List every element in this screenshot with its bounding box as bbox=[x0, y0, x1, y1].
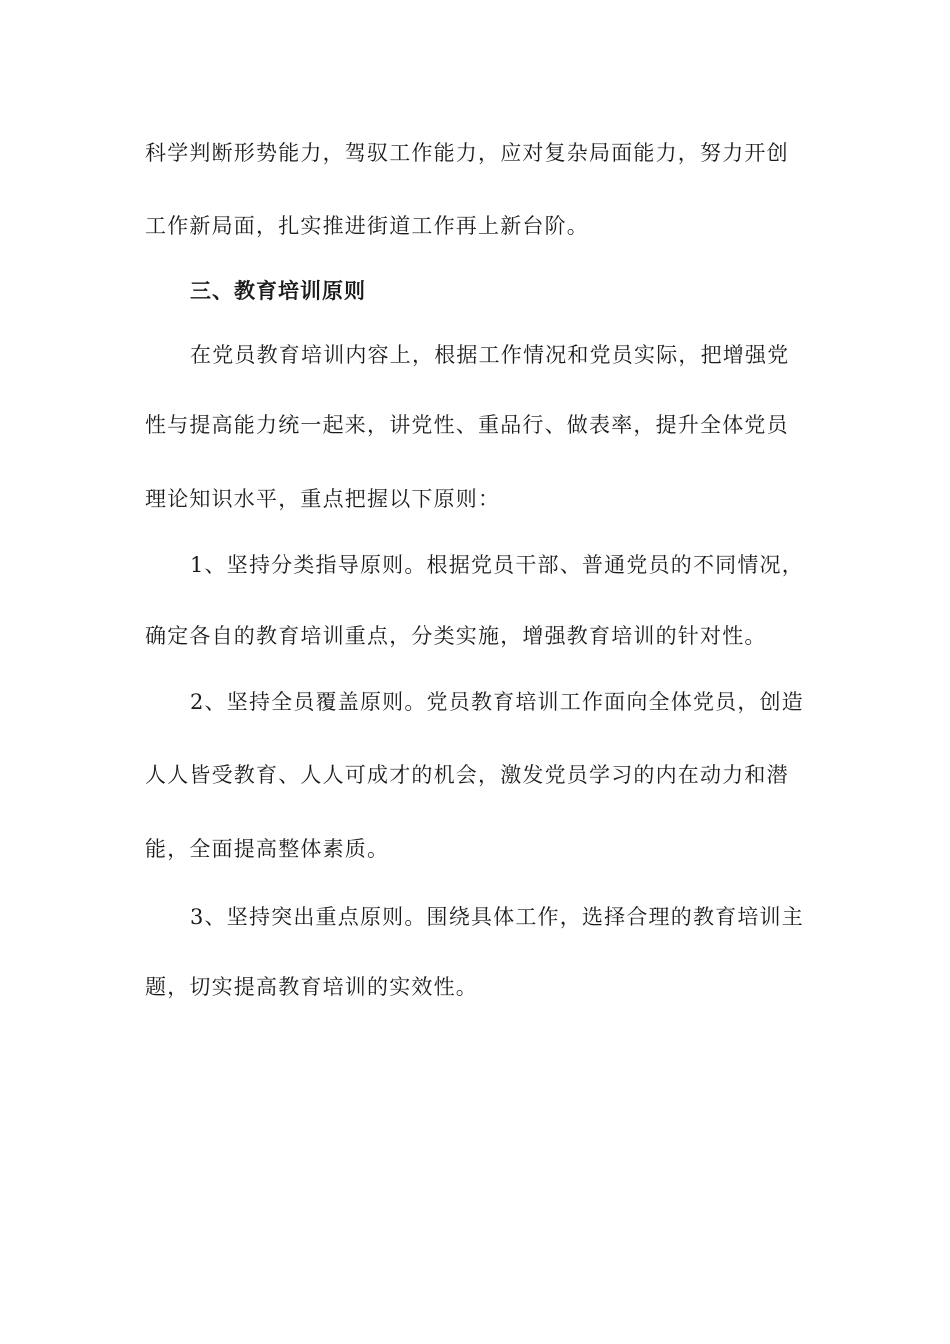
paragraph-line: 性与提高能力统一起来，讲党性、重品行、做表率，提升全体党员 bbox=[145, 413, 789, 437]
list-item-1-line: 1、坚持分类指导原则。根据党员干部、普通党员的不同情况， bbox=[190, 553, 804, 577]
list-item-1-line: 确定各自的教育培训重点，分类实施，增强教育培训的针对性。 bbox=[145, 624, 767, 648]
list-item-2-line: 能，全面提高整体素质。 bbox=[145, 837, 390, 861]
paragraph-line: 科学判断形势能力，驾驭工作能力，应对复杂局面能力，努力开创 bbox=[145, 141, 789, 165]
list-item-2-line: 人人皆受教育、人人可成才的机会，激发党员学习的内在动力和潜 bbox=[145, 763, 789, 787]
list-item-2-line: 2、坚持全员覆盖原则。党员教育培训工作面向全体党员，创造 bbox=[190, 690, 804, 714]
paragraph-line: 工作新局面，扎实推进街道工作再上新台阶。 bbox=[145, 214, 589, 238]
list-item-3-line: 题，切实提高教育培训的实效性。 bbox=[145, 975, 478, 999]
list-item-3-line: 3、坚持突出重点原则。围绕具体工作，选择合理的教育培训主 bbox=[190, 905, 804, 929]
paragraph-line: 理论知识水平，重点把握以下原则： bbox=[145, 487, 501, 511]
paragraph-line: 在党员教育培训内容上，根据工作情况和党员实际，把增强党 bbox=[190, 343, 790, 367]
section-heading: 三、教育培训原则 bbox=[190, 279, 366, 303]
